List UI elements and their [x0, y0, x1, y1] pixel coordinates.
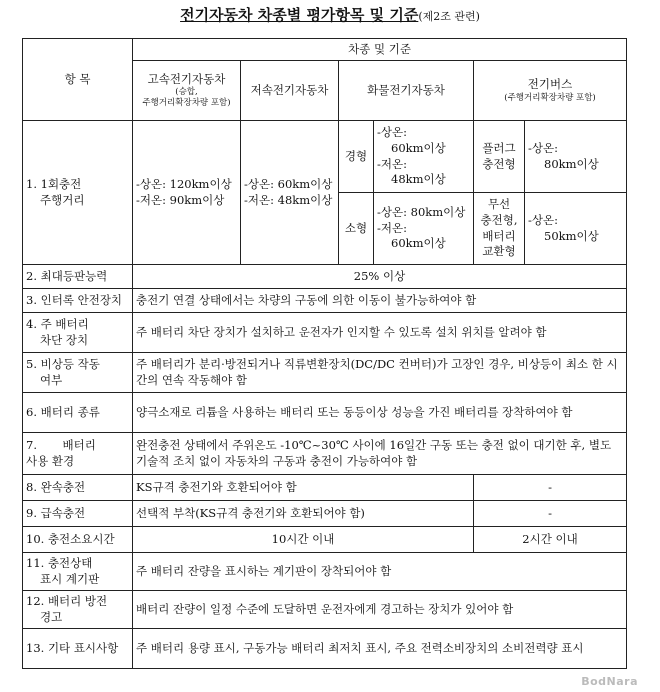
row10-label: 10. 충전소요시간 — [23, 527, 133, 553]
row12-value: 배터리 잔량이 일정 수준에 도달하면 운전자에게 경고하는 장치가 있어야 함 — [133, 591, 627, 629]
row11-label-line2: 표시 계기판 — [40, 571, 100, 586]
row13-value: 주 배터리 용량 표시, 구동가능 배터리 최저치 표시, 주요 전력소비장치의 소비전력량 표시 — [133, 629, 627, 669]
row5-label-line1: 5. 비상등 작동 — [26, 356, 100, 371]
row11-label — [23, 553, 133, 591]
row1-label — [23, 121, 133, 265]
title-main: 전기자동차 차종별 평가항목 및 기준 — [180, 6, 419, 24]
row2-value: 25% 이상 — [133, 265, 627, 289]
watermark-logo: BodNara — [581, 675, 638, 688]
header-highspeed-name: 고속전기자동차 — [147, 71, 226, 86]
row3-label: 3. 인터록 안전장치 — [23, 289, 133, 313]
row6-value: 양극소재로 리튬을 사용하는 배터리 또는 동등이상 성능을 가진 배터리를 장착하여야 함 — [133, 393, 627, 433]
row1-truck-small-line3: 60km이상 — [391, 236, 446, 251]
title-sub: (제2조 관련) — [418, 10, 480, 23]
row9-bus: - — [474, 501, 627, 527]
row1-lowspeed — [241, 121, 339, 265]
header-highspeed — [133, 61, 241, 121]
row2-label: 2. 최대등판능력 — [23, 265, 133, 289]
row1-bus-plug-label-line2: 충전형 — [482, 156, 516, 171]
row11-value: 주 배터리 잔량을 표시하는 계기판이 장착되어야 함 — [133, 553, 627, 591]
row1-lowspeed-line2: -저온: 48km이상 — [244, 192, 333, 207]
row11-label-line1: 11. 충전상태 — [26, 555, 93, 570]
row1-bus-plug-line2: 80km이상 — [544, 156, 599, 171]
row1-bus-plug-label — [474, 121, 525, 193]
row1-bus-wireless-label-line2: 충전형, — [480, 212, 518, 227]
row1-truck-light-value — [374, 121, 474, 193]
row1-bus-wireless-label — [474, 193, 525, 265]
row4-label-line2: 차단 장치 — [40, 332, 89, 347]
row1-bus-wireless-line2: 50km이상 — [544, 228, 599, 243]
row1-truck-light-line4: 48km이상 — [391, 172, 446, 187]
row9-label: 9. 급속충전 — [23, 501, 133, 527]
header-group: 차종 및 기준 — [133, 39, 627, 61]
row3-value: 충전기 연결 상태에서는 차량의 구동에 의한 이동이 불가능하여야 함 — [133, 289, 627, 313]
row10-bus: 2시간 이내 — [474, 527, 627, 553]
header-lowspeed: 저속전기자동차 — [241, 61, 339, 121]
row13-label: 13. 기타 표시사항 — [23, 629, 133, 669]
row9-value: 선택적 부착(KS규격 충전기와 호환되어야 함) — [133, 501, 474, 527]
row1-highspeed-line2: -저온: 90km이상 — [136, 192, 225, 207]
row1-lowspeed-line1: -상온: 60km이상 — [244, 176, 333, 191]
row1-truck-small-line1: -상온: 80km이상 — [377, 205, 466, 220]
row1-bus-plug-value — [525, 121, 627, 193]
header-item: 항 목 — [23, 39, 133, 121]
header-bus — [474, 61, 627, 121]
row8-label: 8. 완속충전 — [23, 475, 133, 501]
row1-highspeed-line1: -상온: 120km이상 — [136, 176, 232, 191]
header-highspeed-note1: (승합, — [175, 87, 198, 98]
row1-truck-small-value — [374, 193, 474, 265]
row4-value: 주 배터리 차단 장치가 설치하고 운전자가 인지할 수 있도록 설치 위치를 알려야 함 — [133, 313, 627, 353]
row7-label-line1: 7. 배터리 — [26, 437, 96, 452]
row1-bus-wireless-value — [525, 193, 627, 265]
spec-table — [22, 38, 627, 669]
row8-value: KS규격 충전기와 호환되어야 함 — [133, 475, 474, 501]
row1-truck-light-line1: -상온: — [377, 125, 407, 140]
row10-value: 10시간 이내 — [133, 527, 474, 553]
row1-bus-wireless-label-line3: 배터리 — [482, 228, 516, 243]
row5-label — [23, 353, 133, 393]
row6-label: 6. 배터리 종류 — [23, 393, 133, 433]
header-bus-name: 전기버스 — [527, 77, 573, 92]
row4-label-line1: 4. 주 배터리 — [26, 316, 89, 331]
row7-value: 완전충전 상태에서 주위온도 -10℃~30℃ 사이에 16일간 구동 또는 충전 없이 대기한 후, 별도 기술적 조치 없이 자동차의 구동과 충전이 가능하여야 함 — [133, 433, 627, 475]
row7-label-line2: 사용 환경 — [26, 453, 75, 468]
row12-label — [23, 591, 133, 629]
header-truck: 화물전기자동차 — [339, 61, 474, 121]
row1-truck-light-line3: -저온: — [377, 156, 407, 171]
row12-label-line1: 12. 배터리 방전 — [26, 593, 108, 608]
row4-label — [23, 313, 133, 353]
row1-highspeed — [133, 121, 241, 265]
row5-value: 주 배터리가 분리·방전되거나 직류변환장치(DC/DC 컨버터)가 고장인 경우, 비상등이 최소 한 시간의 연속 작동해야 함 — [133, 353, 627, 393]
header-highspeed-note2: 주행거리확장차량 포함) — [142, 98, 231, 109]
row1-truck-small-line2: -저온: — [377, 220, 407, 235]
document-title — [0, 4, 660, 25]
row1-truck-light-line2: 60km이상 — [391, 140, 446, 155]
header-bus-note: (주행거리확장차량 포함) — [504, 92, 596, 103]
row1-bus-wireless-label-line1: 무선 — [487, 197, 511, 212]
row1-label-line2: 주행거리 — [40, 192, 85, 207]
row12-label-line2: 경고 — [40, 609, 63, 624]
row1-bus-wireless-line1: -상온: — [528, 212, 558, 227]
row1-truck-light-label: 경형 — [339, 121, 374, 193]
row7-label — [23, 433, 133, 475]
row5-label-line2: 여부 — [40, 372, 63, 387]
row1-bus-plug-line1: -상온: — [528, 140, 558, 155]
row1-label-line1: 1. 1회충전 — [26, 176, 82, 191]
row8-bus: - — [474, 475, 627, 501]
row1-bus-wireless-label-line4: 교환형 — [482, 244, 516, 259]
row1-bus-plug-label-line1: 플러그 — [482, 140, 516, 155]
row1-truck-small-label: 소형 — [339, 193, 374, 265]
